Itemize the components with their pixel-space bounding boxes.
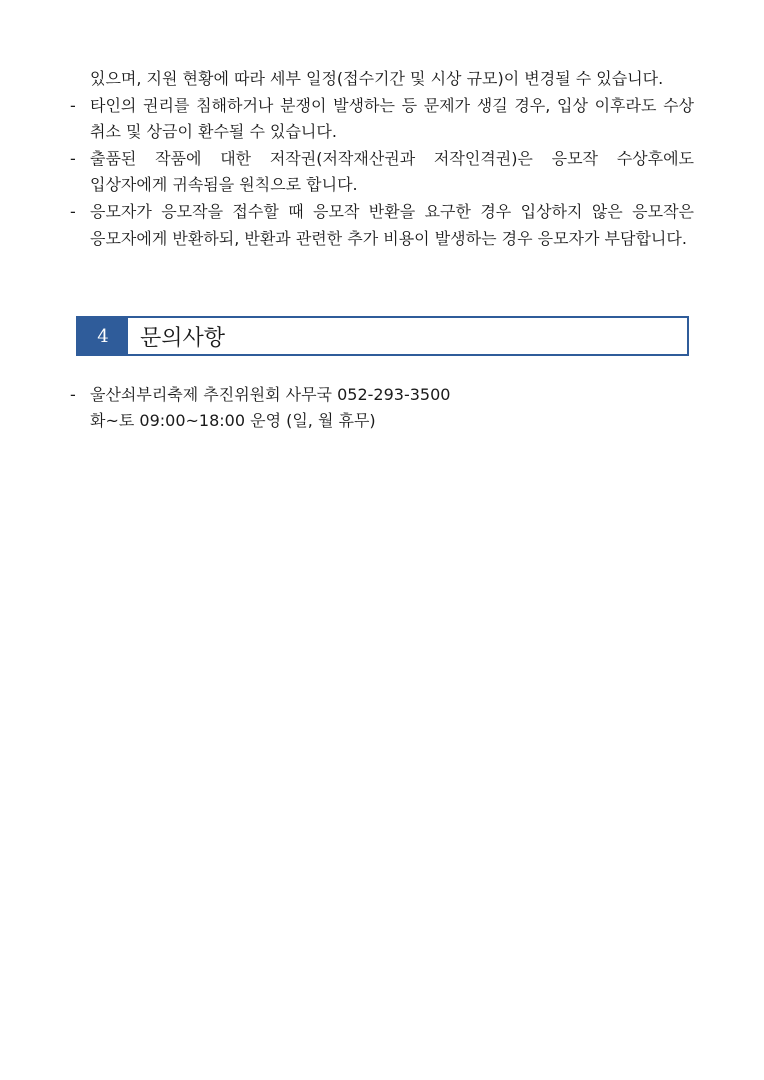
list-dash: -	[70, 95, 76, 115]
note-item	[70, 199, 694, 252]
note-text: 응모자가 응모작을 접수할 때 응모작 반환을 요구한 경우 입상하지 않은 응모작은 응모자에게 반환하되, 반환과 관련한 추가 비용이 발생하는 경우 응모자가 부담합니다.	[90, 201, 694, 248]
list-dash: -	[70, 385, 76, 404]
note-item	[70, 66, 694, 93]
contact-line	[70, 382, 694, 408]
section-header	[76, 316, 689, 356]
list-dash: -	[70, 201, 76, 221]
contact-office: 울산쇠부리축제 추진위원회 사무국 052-293-3500	[90, 385, 451, 404]
notes-list	[70, 66, 694, 252]
contact-list	[70, 382, 694, 434]
note-text: 있으며, 지원 현황에 따라 세부 일정(접수기간 및 시상 규모)이 변경될 수 있습니다.	[90, 69, 664, 88]
section-title: 문의사항	[128, 318, 225, 354]
note-item	[70, 93, 694, 146]
note-item	[70, 146, 694, 199]
contact-hours-line	[70, 408, 694, 434]
section-number: 4	[78, 318, 128, 354]
note-text: 출품된 작품에 대한 저작권(저작재산권과 저작인격권)은 응모작 수상후에도 입상자에게 귀속됨을 원칙으로 합니다.	[90, 148, 694, 195]
list-dash: -	[70, 148, 76, 168]
contact-hours: 화~토 09:00~18:00 운영 (일, 월 휴무)	[90, 411, 376, 430]
note-text: 타인의 권리를 침해하거나 분쟁이 발생하는 등 문제가 생길 경우, 입상 이후라도 수상 취소 및 상금이 환수될 수 있습니다.	[90, 95, 694, 142]
